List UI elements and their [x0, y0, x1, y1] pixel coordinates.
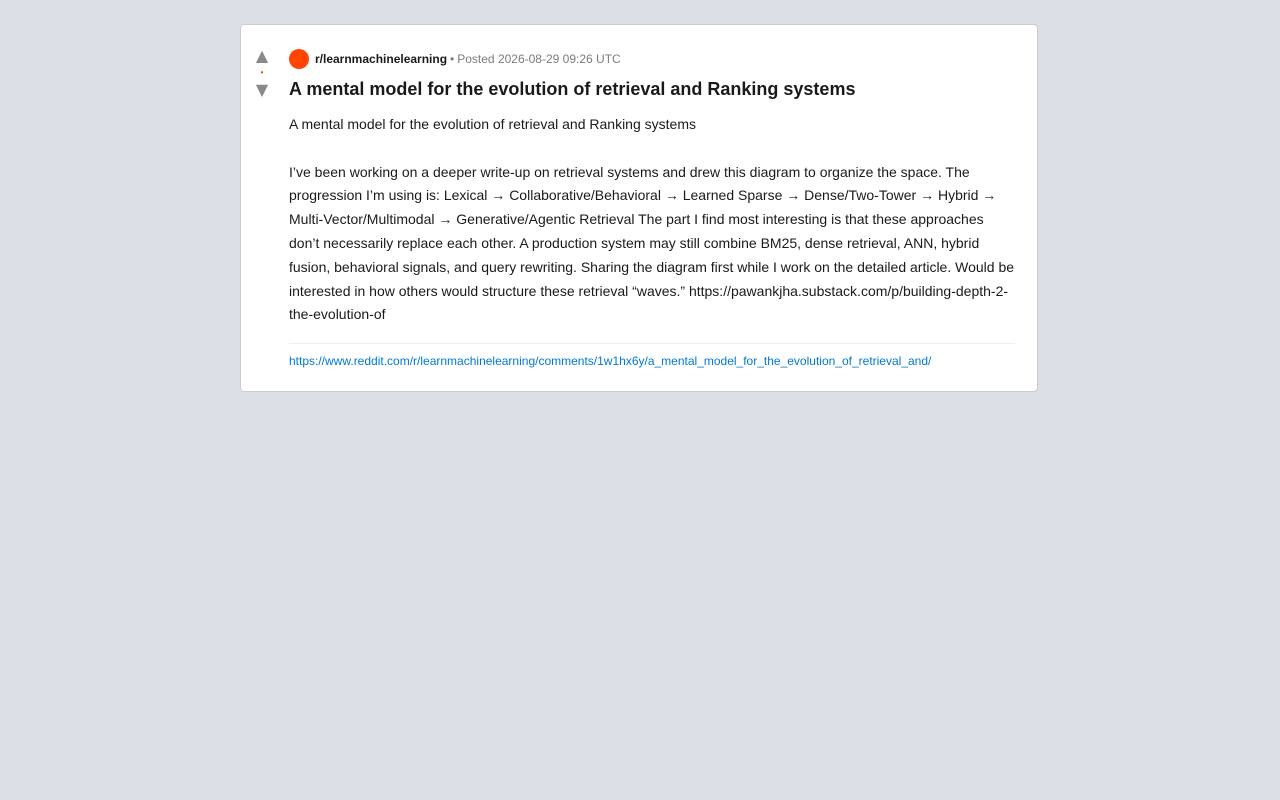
upvote-icon[interactable]: ▲ [255, 46, 269, 65]
post-card [240, 24, 1038, 392]
posted-timestamp: Posted 2026-08-29 09:26 UTC [457, 52, 621, 66]
permalink-link[interactable]: https://www.reddit.com/r/learnmachinelearning/comments/1w1hx6y/a_mental_model_for_the_evolution_of_retrieval_and/ [289, 354, 932, 369]
meta-separator: • [450, 52, 455, 66]
vote-score: • [260, 68, 264, 77]
post-body-main: I’ve been working on a deeper write-up on retrieval systems and drew this diagram to organize the space. The progression I’m using is: Lexical → Collaborative/Behavioral → Learned Sparse → Dense/Two-Tower → Hybrid → Multi-Vector/Multimodal → Generative/Agentic Retrieval The part I find most interesting is that these approaches don’t necessarily replace each other. A production system may still combine BM25, dense retrieval, ANN, hybrid fusion, behavioral signals, and query rewriting. Sharing the diagram first while I work on the detailed article. Would be interested in how others would structure these retrieval “waves.” https://pawankjha.substack.com/p/building-depth-2-the-evolution-of [289, 163, 1015, 323]
post-content [289, 49, 1015, 369]
post-body-lead: A mental model for the evolution of retrieval and Ranking systems [289, 116, 696, 132]
subreddit-avatar-icon[interactable] [289, 49, 309, 69]
post-title[interactable]: A mental model for the evolution of retrieval and Ranking systems [289, 79, 856, 99]
post-meta [289, 49, 1015, 69]
vote-column [241, 47, 283, 99]
downvote-icon[interactable]: ▼ [255, 80, 269, 99]
subreddit-link[interactable]: r/learnmachinelearning [315, 52, 448, 66]
divider [289, 343, 1015, 344]
post-body [289, 113, 1015, 327]
